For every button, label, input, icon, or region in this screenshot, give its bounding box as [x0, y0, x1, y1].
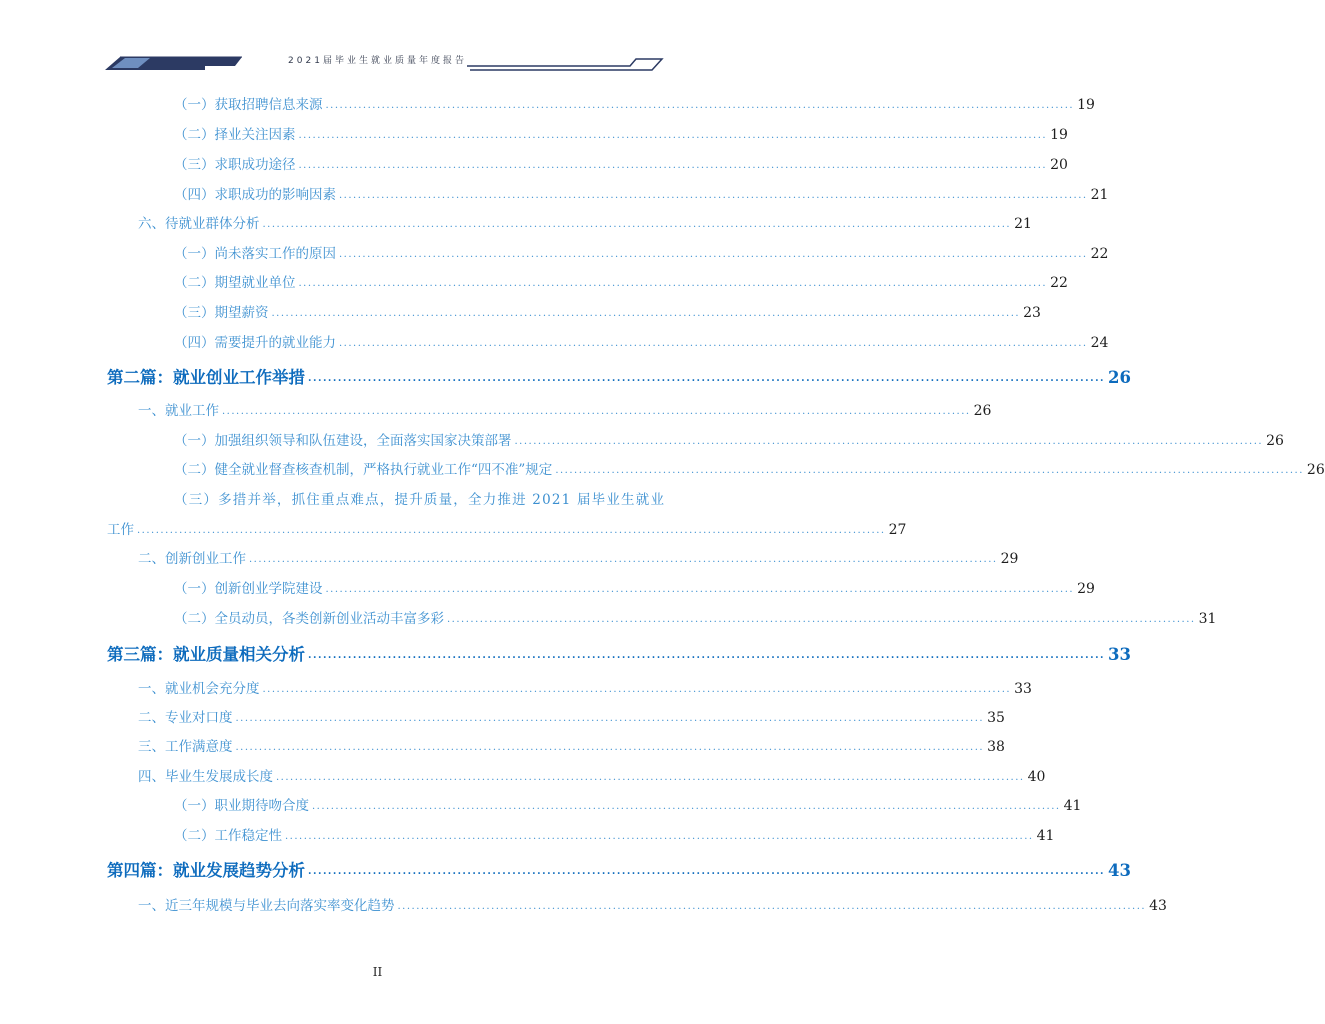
header-decoration	[0, 0, 755, 80]
toc-entry-label: 一、就业机会充分度	[138, 681, 260, 697]
toc-entry-page: 26	[973, 403, 992, 419]
dot-leader: ................................................................................................................................................................	[276, 772, 1025, 783]
toc-entry[interactable]	[174, 95, 1095, 115]
toc-entry-page: 20	[1050, 157, 1068, 173]
toc-entry-label: （一）创新创业学院建设	[174, 581, 323, 597]
toc-entry[interactable]	[138, 401, 992, 421]
dot-leader: ................................................................................................................................................................	[222, 406, 971, 417]
toc-entry-label: 一、近三年规模与毕业去向落实率变化趋势	[138, 898, 395, 914]
toc-entry[interactable]	[138, 737, 1005, 757]
toc-entry-label: （四）需要提升的就业能力	[174, 335, 336, 351]
toc-entry-page: 41	[1063, 798, 1082, 814]
toc-entry-page: 40	[1027, 769, 1046, 785]
toc-entry-page: 21	[1014, 216, 1032, 232]
dot-leader: ................................................................................................................................................................	[339, 249, 1088, 260]
toc-entry-label: （一）加强组织领导和队伍建设，全面落实国家决策部署	[174, 433, 512, 449]
toc-entry-label: （二）全员动员，各类创新创业活动丰富多彩	[174, 611, 444, 627]
toc-part-page: 43	[1108, 861, 1131, 880]
dot-leader: ................................................................................................................................................................	[397, 901, 1147, 912]
dot-leader: ................................................................................................................................................................	[325, 584, 1075, 595]
toc-entry-label: 四、毕业生发展成长度	[138, 769, 273, 785]
toc-entry[interactable]	[174, 125, 1068, 145]
toc-entry[interactable]	[138, 767, 1046, 787]
toc-entry-label: 工作	[107, 522, 134, 538]
toc-entry-label: （二）工作稳定性	[174, 828, 282, 844]
toc-entry-page: 19	[1077, 97, 1095, 113]
dot-leader: ................................................................................................................................................................	[555, 465, 1304, 476]
toc-entry-page: 43	[1149, 898, 1167, 914]
toc-entry[interactable]	[174, 185, 1109, 205]
toc-entry[interactable]	[174, 431, 1284, 451]
toc-part-heading[interactable]	[107, 860, 1131, 882]
dot-leader: ................................................................................................................................................................	[339, 338, 1088, 349]
dot-leader: ................................................................................................................................................................	[285, 831, 1034, 842]
toc-entry-page: 22	[1050, 275, 1068, 291]
toc-entry[interactable]	[174, 244, 1109, 264]
toc-entry[interactable]	[138, 214, 1032, 234]
dot-leader: ................................................................................................................................................................	[312, 801, 1061, 812]
toc-entry-label: （三）期望薪资	[174, 305, 269, 321]
dot-leader: ................................................................................................................................................................	[271, 308, 1021, 319]
page-header	[0, 0, 755, 80]
toc-entry-page: 24	[1090, 335, 1109, 351]
dot-leader: ................................................................................................................................................................	[137, 525, 886, 536]
dot-leader: ................................................................................................................................................................	[447, 614, 1196, 625]
toc-entry[interactable]	[174, 273, 1068, 293]
toc-part-label: 第二篇：就业创业工作举措	[107, 368, 305, 387]
toc-entry[interactable]	[174, 303, 1041, 323]
toc-entry[interactable]	[174, 826, 1055, 846]
toc-entry[interactable]	[174, 579, 1095, 599]
toc-entry-page: 41	[1036, 828, 1055, 844]
toc-entry-wrapped-line[interactable]: （三）多措并举，抓住重点难点，提升质量，全力推进 2021 届毕业生就业	[174, 492, 666, 508]
toc-entry-page: 31	[1198, 611, 1217, 627]
dot-leader: ................................................................................................................................................................	[325, 100, 1075, 111]
toc-entry-label: 一、就业工作	[138, 403, 219, 419]
toc-entry[interactable]	[107, 520, 907, 540]
toc-entry-page: 38	[987, 739, 1005, 755]
dot-leader: ................................................................................................................................................................	[235, 742, 985, 753]
dot-leader: ................................................................................................................................................................	[262, 684, 1012, 695]
dot-leader: ................................................................................................................................................................	[514, 436, 1264, 447]
toc-entry-label: （三）求职成功途径	[174, 157, 296, 173]
toc-entry[interactable]	[174, 609, 1217, 629]
toc-part-heading[interactable]	[107, 644, 1131, 666]
toc-entry[interactable]	[138, 549, 1019, 569]
toc-entry-page: 22	[1090, 246, 1109, 262]
toc-entry-page: 21	[1090, 187, 1109, 203]
page-number: II	[372, 965, 383, 979]
dot-leader: ................................................................................................................................................................	[298, 278, 1048, 289]
toc-entry[interactable]	[174, 155, 1068, 175]
toc-entry-label: （一）尚未落实工作的原因	[174, 246, 336, 262]
toc-entry-label: （一）获取招聘信息来源	[174, 97, 323, 113]
dot-leader: ................................................................................................................................................................	[298, 160, 1048, 171]
toc-entry-page: 35	[987, 710, 1005, 726]
dot-leader: ................................................................................................................................................................	[262, 219, 1012, 230]
toc-entry-page: 19	[1050, 127, 1068, 143]
toc-entry-label: 二、专业对口度	[138, 710, 233, 726]
toc-entry[interactable]	[138, 708, 1005, 728]
toc-entry-page: 33	[1014, 681, 1032, 697]
toc-entry-label: （二）期望就业单位	[174, 275, 296, 291]
toc-entry-label: （二）择业关注因素	[174, 127, 296, 143]
toc-entry-page: 26	[1266, 433, 1284, 449]
toc-entry[interactable]	[138, 896, 1167, 916]
header-title: 2021届毕业生就业质量年度报告	[288, 56, 467, 66]
toc-entry[interactable]	[174, 796, 1082, 816]
toc-entry-label: 三、工作满意度	[138, 739, 233, 755]
toc-part-heading[interactable]	[107, 367, 1131, 389]
dot-leader: ................................................................................................................................................................	[235, 713, 985, 724]
toc-entry-label: 六、待就业群体分析	[138, 216, 260, 232]
toc-entry-page: 26	[1306, 462, 1325, 478]
toc-entry-label: 二、创新创业工作	[138, 551, 246, 567]
dot-leader: ................................................................................................................................................................	[308, 650, 1106, 661]
toc-entry-page: 29	[1000, 551, 1019, 567]
toc-part-page: 33	[1108, 645, 1131, 664]
dot-leader: ................................................................................................................................................................	[249, 554, 998, 565]
toc-part-label: 第四篇：就业发展趋势分析	[107, 861, 305, 880]
toc-entry[interactable]	[138, 679, 1032, 699]
dot-leader: ................................................................................................................................................................	[298, 130, 1048, 141]
toc-part-page: 26	[1108, 368, 1131, 387]
toc-entry-page: 27	[888, 522, 907, 538]
dot-leader: ................................................................................................................................................................	[339, 190, 1088, 201]
toc-part-label: 第三篇：就业质量相关分析	[107, 645, 305, 664]
toc-entry-label: （四）求职成功的影响因素	[174, 187, 336, 203]
toc-entry[interactable]	[174, 460, 1325, 480]
toc-entry-label: （二）健全就业督查核查机制，严格执行就业工作“四不准”规定	[174, 462, 553, 478]
toc-entry-label: （一）职业期待吻合度	[174, 798, 309, 814]
dot-leader: ................................................................................................................................................................	[308, 866, 1106, 877]
toc-entry[interactable]	[174, 333, 1109, 353]
dot-leader: ................................................................................................................................................................	[308, 373, 1106, 384]
toc-entry-page: 29	[1077, 581, 1095, 597]
toc-entry-page: 23	[1023, 305, 1041, 321]
